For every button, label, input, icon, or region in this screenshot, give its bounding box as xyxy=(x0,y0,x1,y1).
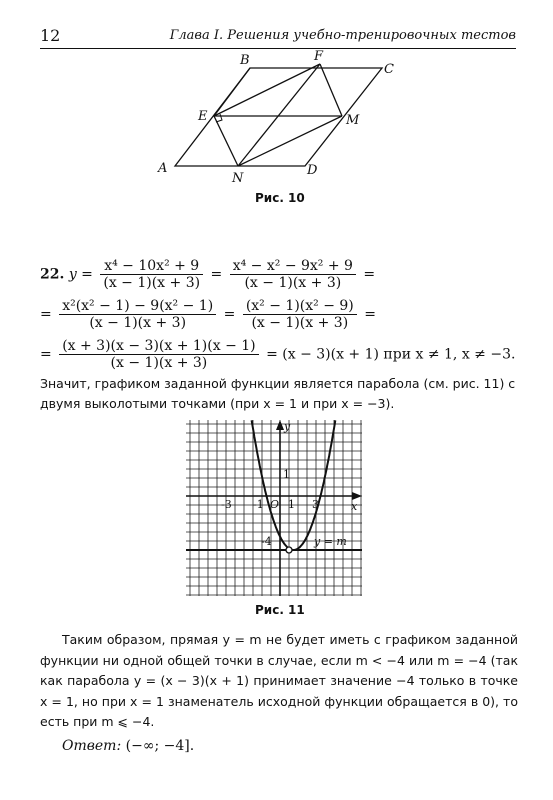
eq1-equals: = xyxy=(210,266,223,283)
page-header xyxy=(40,26,516,49)
running-title: Глава I. Решения учебно-тренировочных тестов xyxy=(169,28,516,43)
page-number: 12 xyxy=(40,26,61,45)
segment-ne xyxy=(214,116,238,166)
eq3-tail: = (x − 3)(x + 1) при x ≠ 1, x ≠ −3. xyxy=(266,346,516,363)
eq2-equals: = xyxy=(223,306,236,323)
y-axis-arrow xyxy=(276,420,284,430)
point-label-a: A xyxy=(158,161,168,176)
segment-mn xyxy=(238,116,342,166)
eq3-fraction xyxy=(59,338,258,371)
x-axis-arrow xyxy=(352,492,362,500)
conclusion-line-1: Значит, графиком заданной функции является парабола (см. рис. 11) с xyxy=(40,376,516,391)
point-label-c: C xyxy=(384,62,394,77)
equation-line-2 xyxy=(40,298,376,331)
eq1-tail: = xyxy=(363,266,376,283)
segment-fn xyxy=(238,64,320,166)
y-axis-label: y xyxy=(284,420,291,433)
segment-ef xyxy=(214,64,320,116)
figure-10-diagram xyxy=(150,48,400,188)
eq2-frac2-numerator: (x² − 1)(x² − 9) xyxy=(243,298,357,315)
eq2-frac1-numerator: x²(x² − 1) − 9(x² − 1) xyxy=(59,298,216,315)
segment-eb-f xyxy=(214,68,250,116)
parabola-curve xyxy=(252,420,336,550)
equation-line-3 xyxy=(40,338,515,371)
tick-label-x-3: 3 xyxy=(312,498,319,511)
point-label-e: E xyxy=(198,109,208,124)
point-label-n: N xyxy=(232,171,244,186)
problem-number: 22. xyxy=(40,266,65,283)
equation-line-1 xyxy=(40,258,375,291)
point-label-m: M xyxy=(346,113,360,128)
eq1-frac1-denominator: (x − 1)(x + 3) xyxy=(103,275,201,291)
eq1-lhs: y = xyxy=(68,266,93,283)
eq2-fraction-1 xyxy=(59,298,216,331)
conclusion-paragraph: Таким образом, прямая y = m не будет иметь с графиком заданной функции ни одной общей точки в случае, если m < −4 или m = −4 (так как парабола y = (x − 3)(x + 1) принимает значение −4 только в точке x = 1, но при x = 1 знаменатель исходной функции обращается в 0), то есть при m ⩽ −4. xyxy=(40,632,518,729)
figure-11-graph xyxy=(186,420,362,596)
line-label-y-m: y = m xyxy=(314,535,347,548)
x-axis-label: x xyxy=(351,500,358,513)
eq3-denominator: (x − 1)(x + 3) xyxy=(110,355,208,371)
tick-label-x-1: 1 xyxy=(288,498,295,511)
eq3-lead: = xyxy=(40,346,52,363)
answer-line xyxy=(62,738,194,754)
eq2-frac1-denominator: (x − 1)(x + 3) xyxy=(89,315,187,331)
eq2-lead: = xyxy=(40,306,52,323)
answer-value: (−∞; −4]. xyxy=(125,738,195,754)
tick-label-x-minus1: -1 xyxy=(253,498,264,511)
eq1-frac2-denominator: (x − 1)(x + 3) xyxy=(244,275,342,291)
eq1-frac2-numerator: x⁴ − x² − 9x² + 9 xyxy=(230,258,356,275)
figure-10-caption: Рис. 10 xyxy=(255,191,305,205)
segment-fm xyxy=(320,64,342,116)
eq3-numerator: (x + 3)(x − 3)(x + 1)(x − 1) xyxy=(59,338,258,355)
tick-label-y-minus4: -4 xyxy=(261,535,272,548)
point-label-d: D xyxy=(307,163,318,178)
tick-label-y-1: 1 xyxy=(283,468,290,481)
point-label-b: B xyxy=(240,53,250,68)
tick-label-x-minus3: -3 xyxy=(221,498,232,511)
point-label-f: F xyxy=(314,49,324,64)
answer-label: Ответ: xyxy=(62,738,122,754)
eq2-fraction-2 xyxy=(243,298,357,331)
eq1-fraction-1 xyxy=(100,258,203,291)
punctured-point-x1 xyxy=(286,547,292,553)
conclusion-line-2: двумя выколотыми точками (при x = 1 и при x = −3). xyxy=(40,396,395,411)
eq2-frac2-denominator: (x − 1)(x + 3) xyxy=(251,315,349,331)
eq1-frac1-numerator: x⁴ − 10x² + 9 xyxy=(100,258,203,275)
origin-label: O xyxy=(270,498,280,511)
eq1-fraction-2 xyxy=(230,258,356,291)
figure-11-caption: Рис. 11 xyxy=(255,603,305,617)
eq2-tail: = xyxy=(364,306,376,323)
